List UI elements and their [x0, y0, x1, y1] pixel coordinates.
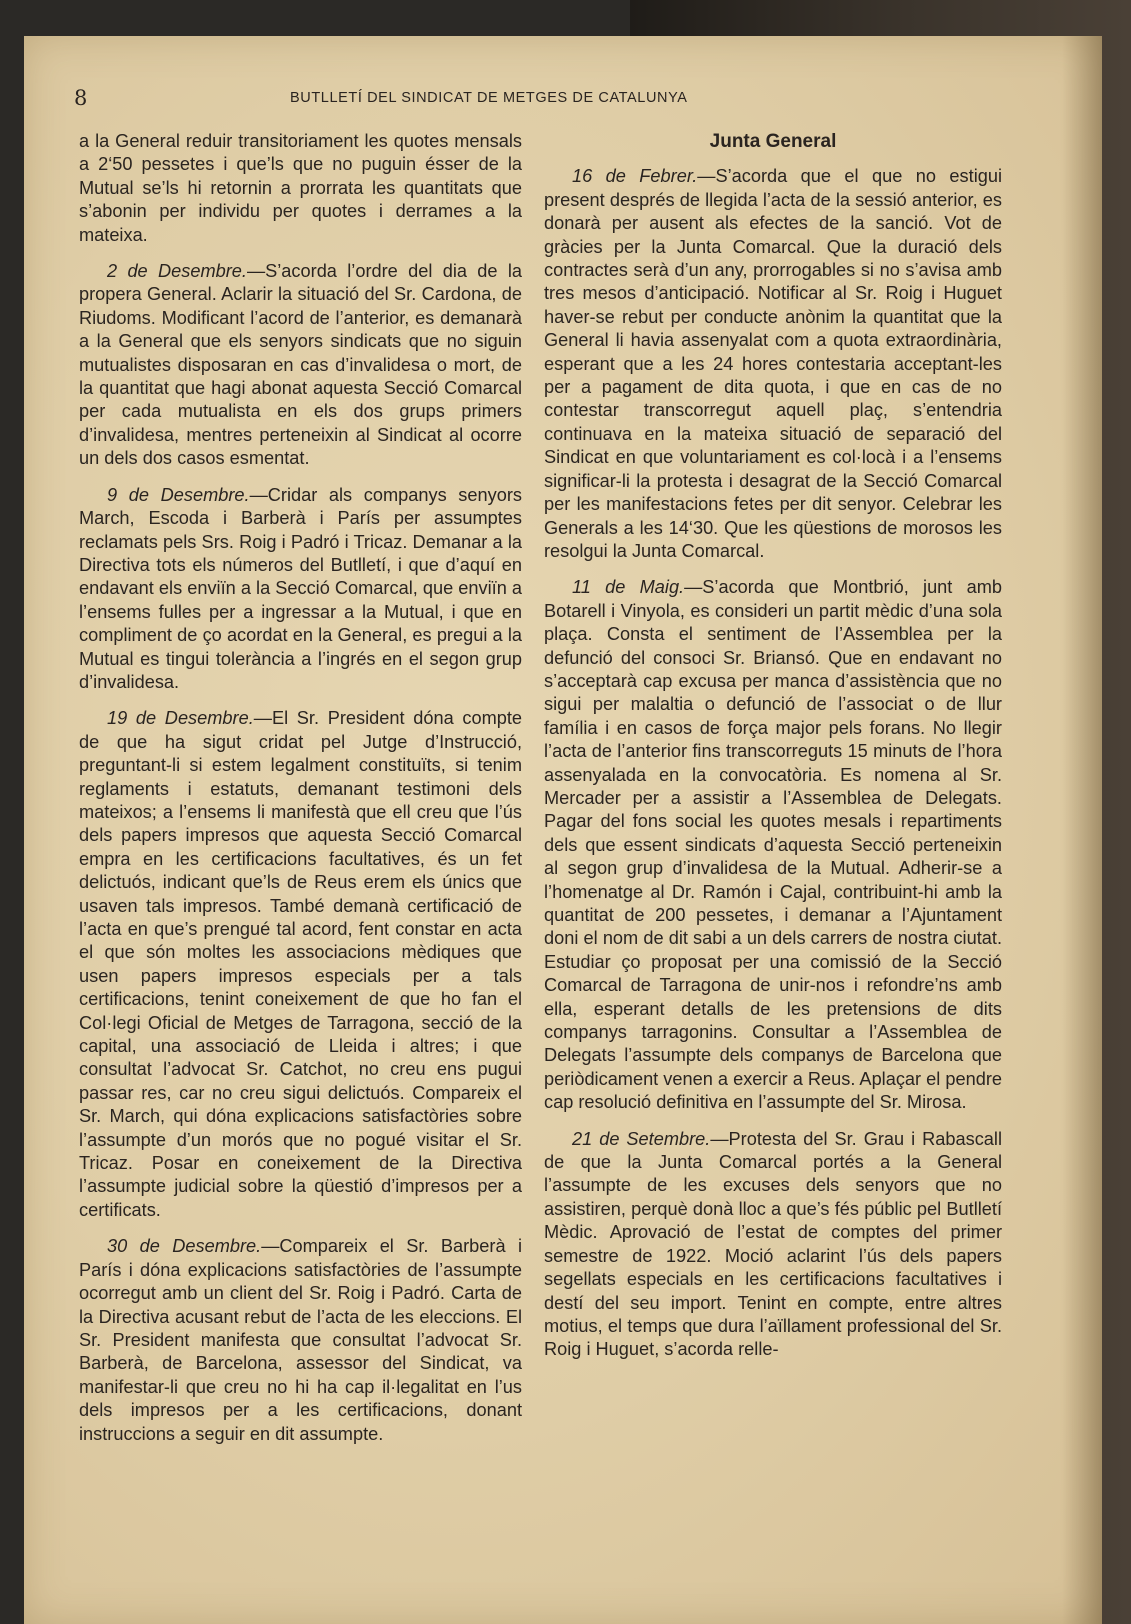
entry-date: 21 de Setembre. — [572, 1128, 711, 1149]
page-header — [74, 86, 1034, 112]
minute-entry — [544, 165, 1002, 563]
entry-date: 11 de Maig. — [572, 577, 685, 598]
entry-text: —Protesta del Sr. Grau i Rabascall de que la Junta Comarcal portés a la General l’assumpte de les excuses dels senyors que no assistiren, perquè donà lloc a que’s fés públic pel Butlletí Mèdic. Aprovació de l’estat de comptes del primer semestre de 1922. Moció aclarint l’ús dels papers segellats especials en les certificacions facultatives i destí del seu import. Tenint en compte, entre altres motius, el temps que dura l’aïllament professional del Sr. Roig i Huguet, s’acorda relle- — [544, 1128, 1002, 1360]
minute-entry — [79, 707, 522, 1222]
entry-text: —S’acorda que el que no estigui present després de llegida l’acta de la sessió anterior, es donarà per ausent als efectes de la sanció. Vot de gràcies per la Junta Comarcal. Que la duració dels contractes serà d’un any, prorrogables si no s’avisa amb tres mesos d’anticipació. Notificar al Sr. Roig i Huguet haver-se rebut per conducte anònim la quantitat que la General li havia assenyalat com a quota extraordinària, esperant que a les 24 hores contestaria acceptant-les per a pagament de dita quota, i que en cas de no contestar transcorregut aquell plaç, s’entendria continuava en la mateixa situació de separació del Sindicat en que voluntariament es col·locà i a l’ensems significar-li la protesta i desagrat de la Secció Comarcal per les manifestacions fetes per dit senyor. Celebrar les Generals a les 14‘30. Que les qüestions de morosos les resolgui la Junta Comarcal. — [544, 166, 1003, 561]
left-column — [79, 130, 522, 1459]
entry-date: 19 de Desembre. — [107, 708, 254, 729]
entry-text: —S’acorda l’ordre del dia de la propera General. Aclarir la situació del Sr. Cardona, de Riudoms. Modificant l’acord de l’anterior, es demanarà a la General que els senyors sindicats que no siguin mutualistes disposaran en cas d’invalidesa o mort, de la quantitat que hagi abonat aquesta Secció Comarcal per cada mutualista en els dos grups primers d’invalidesa, mentres perteneixin al Sindicat al ocorre un dels dos casos esmentat. — [79, 261, 523, 469]
entry-date: 30 de Desembre. — [107, 1236, 262, 1257]
running-title: BUTLLETÍ DEL SINDICAT DE METGES DE CATALUNYA — [290, 90, 688, 106]
entry-text: —Cridar als companys senyors March, Escoda i Barberà i París per assumptes reclamats pels Srs. Roig i Padró i Tricaz. Demanar a la Directiva tots els números del Butlletí, i que d’aquí en endavant els enviïn a la Secció Comarcal, que enviïn a l’ensems fulles per a ingressar a la Mutual, i que en compliment de ço acordat en la General, es pregui a la Mutual es tingui tolerància a l’ingrés en el segon grup d’invalidesa. — [79, 484, 522, 692]
section-heading: Junta General — [709, 131, 837, 152]
page-number: 8 — [74, 86, 88, 110]
right-column — [544, 130, 1002, 1375]
entry-text: —Compareix el Sr. Barberà i París i dóna explicacions satisfactòries de l’assumpte ocorregut amb un client del Sr. Roig i Padró. Carta de la Directiva acusant rebut de l’acta de les eleccions. El Sr. President manifesta que consultat l’advocat Sr. Barberà, de Barcelona, assessor del Sindicat, va manifestar-li que creu no hi ha cap il·legalitat en l’us dels impresos per a les certificacions, donant instruccions a seguir en dit assumpte. — [79, 1236, 522, 1444]
minute-entry — [544, 576, 1002, 1114]
minute-entry — [544, 1128, 1002, 1362]
entry-date: 16 de Febrer. — [572, 166, 698, 187]
minute-entry — [79, 1235, 522, 1446]
entry-text: —S’acorda que Montbrió, junt amb Botarell i Vinyola, es consideri un partit mèdic d’una sola plaça. Consta el sentiment de l’Assemblea per la defunció del consoci Sr. Briansó. Que en endavant no s’acceptarà cap excusa per manca d’assistència que no sigui per malaltia o defunció de l’associat o de llur família i en casos de força major pels forans. No llegir l’acta de l’anterior fins transcorreguts 15 minuts de l’hora assenyalada en la convocatòria. Es nomena al Sr. Mercader per a assistir a l’Assemblea de Delegats. Pagar del fons social les quotes mesals i repartiments dels que essent sindicats d’aquesta Secció perteneixin al segon grup d’invalidesa de la Mutual. Adherir-se a l’homenatge al Dr. Ramón i Cajal, contribuint-hi amb la quantitat de 200 pessetes, i demanar a l’Ajuntament doni el nom de dit sabi a un dels carrers de nostra ciutat. Estudiar ço proposat per una comissió de la Secció Comarcal de Tarragona de unir-nos i refondre’ns amb ella, esperant detalls de les pretensions de dits companys tarragonins. Consultar a l’Assemblea de Delegats l’assumpte dels companys de Barcelona que periòdicament venen a exercir a Reus. Aplaçar el pendre cap resolució definitiva en l’assumpte del Sr. Mirosa. — [544, 577, 1002, 1113]
entry-date: 9 de Desembre. — [107, 484, 250, 505]
entry-date: 2 de Desembre. — [107, 261, 247, 282]
minute-entry — [79, 260, 522, 471]
page-edge-shadow — [1062, 36, 1102, 1624]
entry-text: —El Sr. President dóna compte de que ha sigut cridat pel Jutge d’Instrucció, preguntant-li si estem legalment constituïts, si tenim reglaments i estatuts, demanant testimoni dels mateixos; a l’ensems li manifestà que ell creu que l’ús dels papers impresos que aquesta Secció Comarcal empra en les certificacions facultatives, és un fet delictuós, indicant que’ls de Reus erem els únics que usaven tals impresos. També demanà certificació de l’acta en que’s prengué tal acord, fent constar en acta el que són moltes les associacions mèdiques que usen papers impresos especials per a tals certificacions, tenint coneixement de que ho fan el Col·legi Oficial de Metges de Tarragona, secció de la capital, una associació de Lleida i altres; i que consultat l’advocat Sr. Catchot, no creu ens pugui passar res, car no creu sigui delictuós. Compareix el Sr. March, qui dóna explicacions satisfactòries sobre l’assumpte d’un morós que no pogué visitar el Sr. Tricaz. Posar en coneixement de la Directiva l’assumpte judicial sobre la qüestió d’impresos per a certificats. — [79, 708, 523, 1220]
continuation-paragraph: a la General reduir transitoriament les quotes mensals a 2‘50 pessetes i que’ls que no puguin ésser de la Mutual se’ls hi retornin a prorrata les quantitats que s’abonin per individu per quotes i derrames a la mateixa. — [79, 131, 522, 245]
minute-entry — [79, 484, 522, 695]
